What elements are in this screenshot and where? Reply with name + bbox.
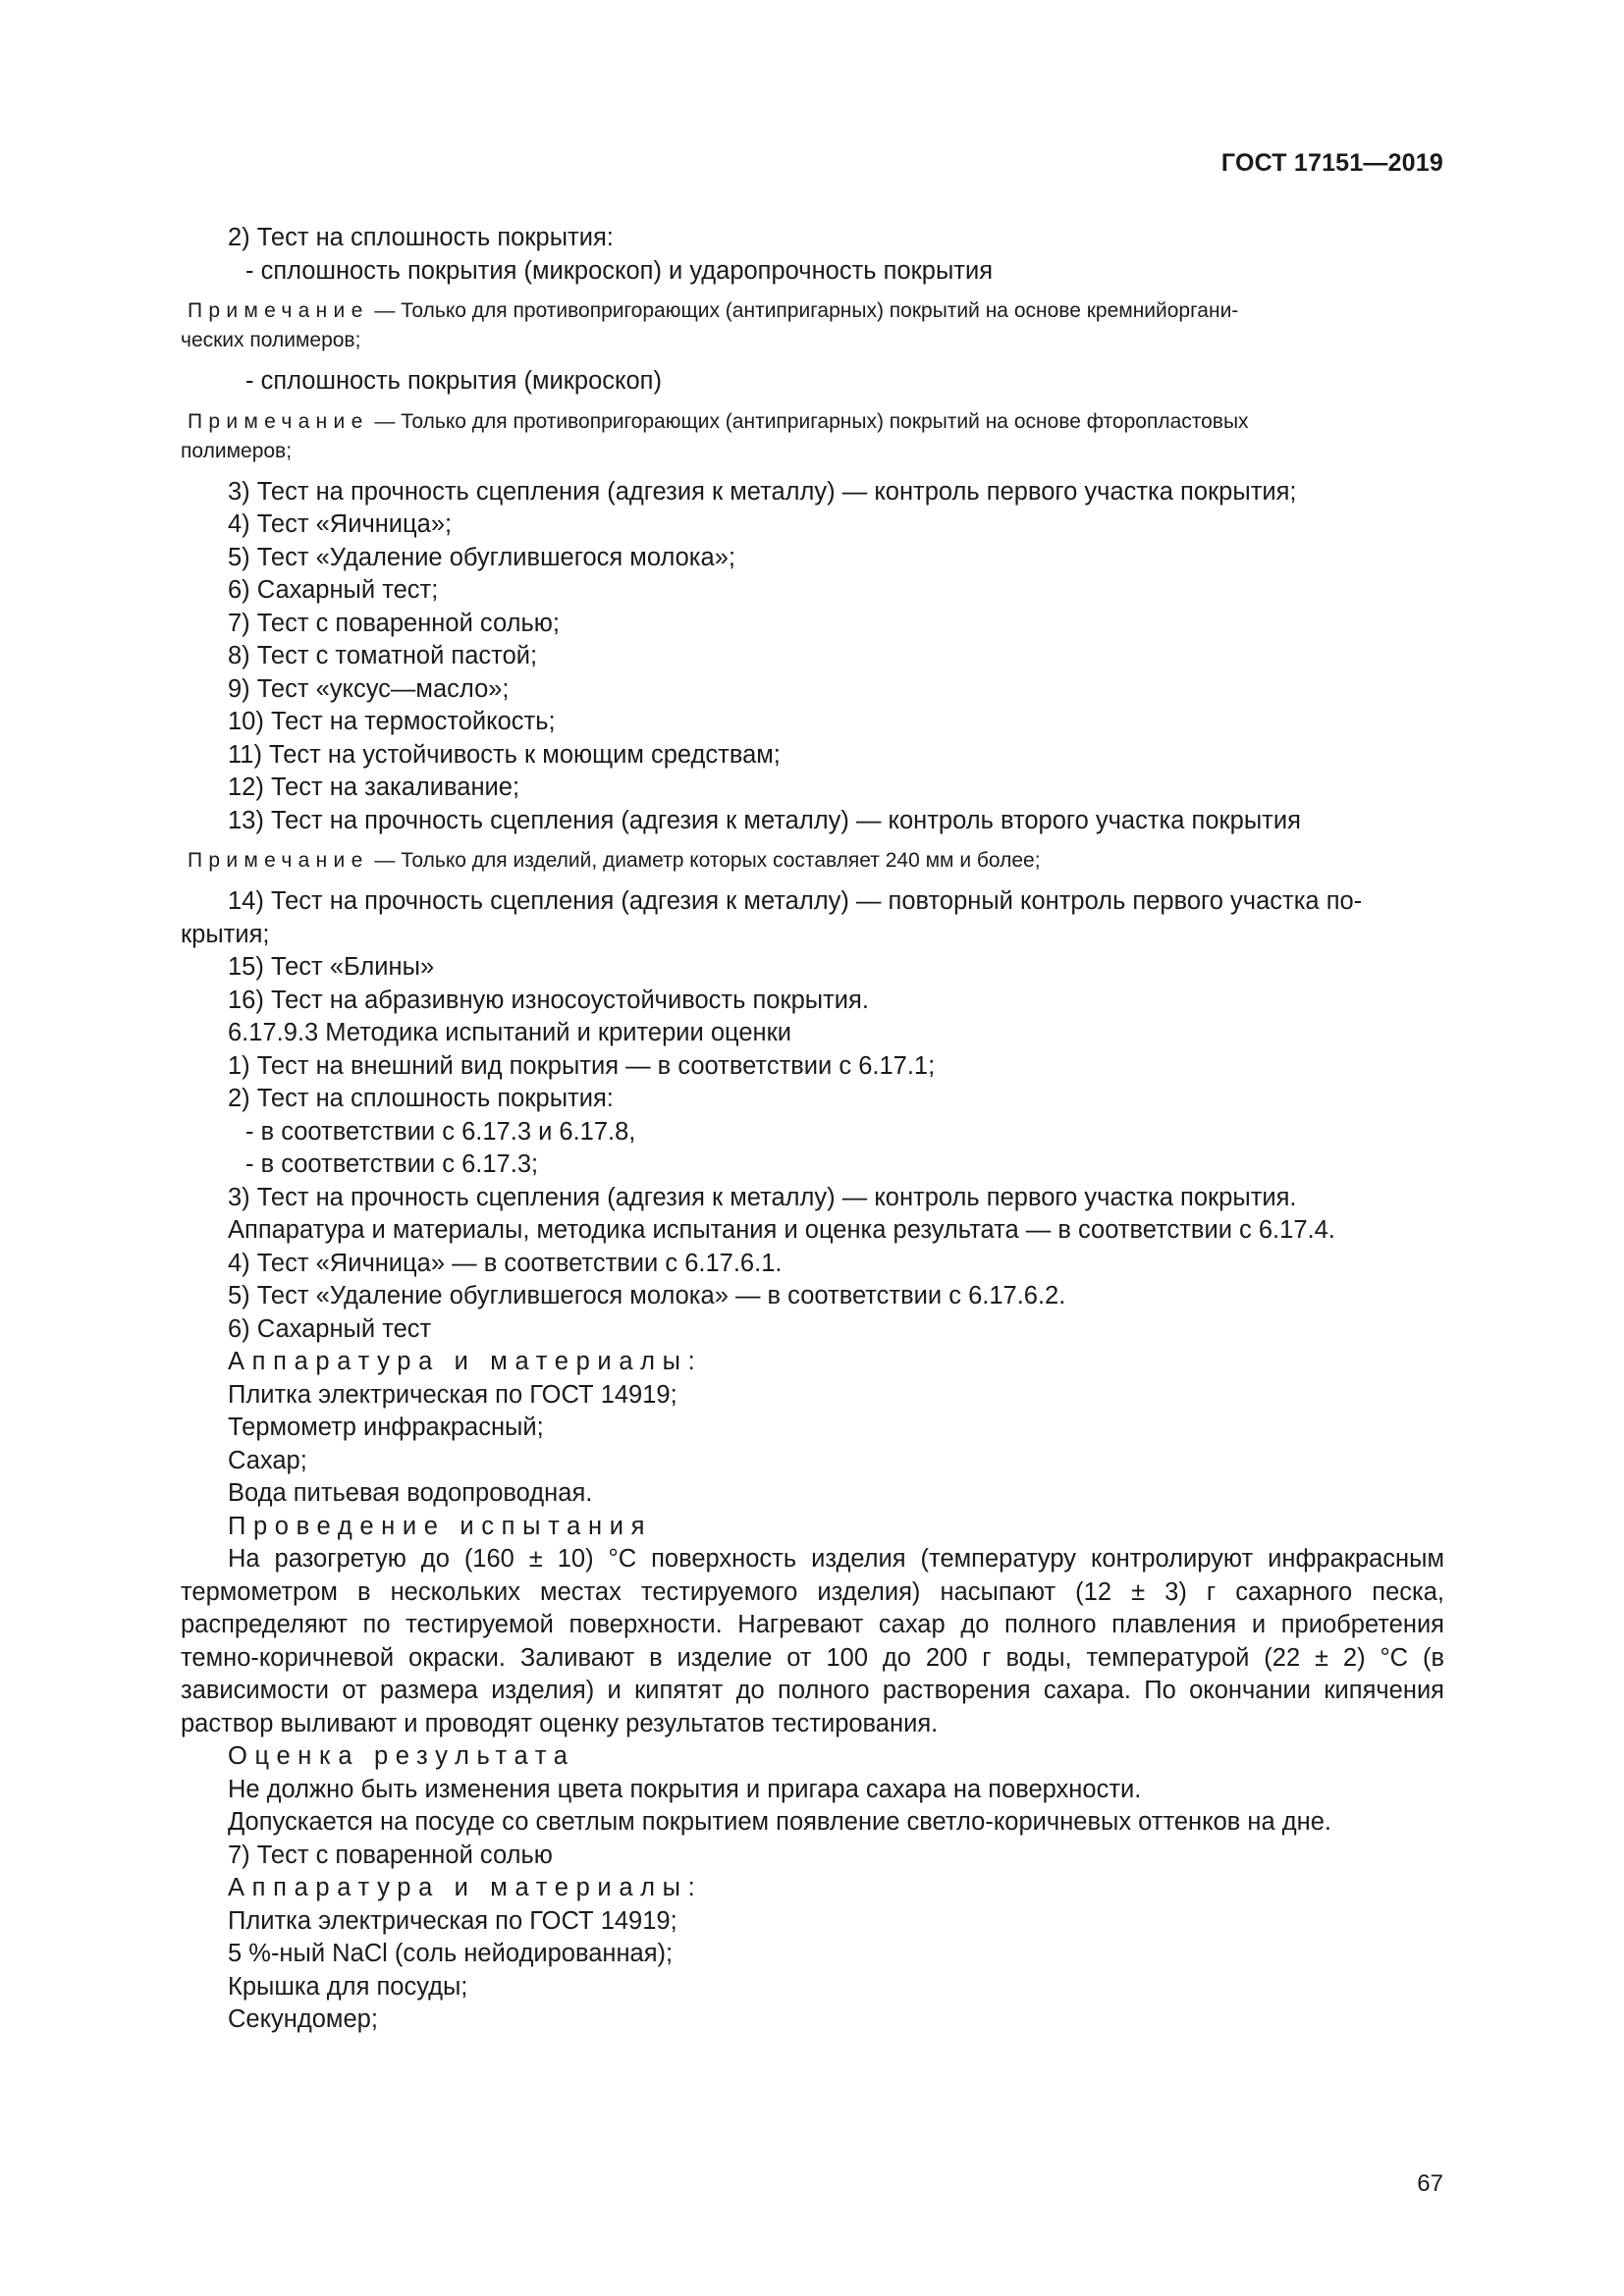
procedure-paragraph: На разогретую до (160 ± 10) °С поверхность изделия (температуру контролируют инфракрасным термометром в нескольких местах тестируемого изделия) насыпают (12 ± 3) г сахарного песка, распределяют по тестируемой поверхности. Нагревают сахар до полного плавления и приобретения темно-коричневой окраски. Заливают в изделие от 100 до 200 г воды, температурой (22 ± 2) °С (в зависимости от размера изделия) и кипятят до полного растворения сахара. По окончании кипячения раствор выливают и проводят оценку результатов тестирования. xyxy=(181,1545,1444,1737)
equipment-item: 5 %-ный NaCl (соль нейодированная); xyxy=(228,1940,674,1967)
note xyxy=(181,296,1444,355)
list-item: 5) Тест «Удаление обуглившегося молока»; xyxy=(228,543,735,571)
subsection-heading: Аппаратура и материалы: xyxy=(228,1874,703,1901)
note-label: Примечание xyxy=(188,409,369,433)
list-item: 5) Тест «Удаление обуглившегося молока» — в соответствии с 6.17.6.2. xyxy=(228,1282,1066,1309)
list-item: 10) Тест на термостойкость; xyxy=(228,708,556,735)
list-item: 11) Тест на устойчивость к моющим средствам; xyxy=(228,740,781,769)
list-item: 14) Тест на прочность сцепления (адгезия к металлу) — повторный контроль первого участка по- xyxy=(228,887,1363,915)
list-item: 15) Тест «Блины» xyxy=(228,953,435,981)
note-continuation: ческих полимеров; xyxy=(181,329,361,351)
list-item: 3) Тест на прочность сцепления (адгезия к металлу) — контроль первого участка покрытия. xyxy=(228,1183,1297,1211)
page-number: 67 xyxy=(1417,2170,1443,2197)
list-item: 4) Тест «Яичница»; xyxy=(228,510,453,538)
list-item: 6) Сахарный тест xyxy=(228,1314,432,1343)
sub-item: - сплошность покрытия (микроскоп) и ударопрочность покрытия xyxy=(245,256,994,285)
document-header: ГОСТ 17151—2019 xyxy=(1220,149,1443,177)
list-item: 6) Сахарный тест; xyxy=(228,576,439,604)
list-item: 9) Тест «уксус—масло»; xyxy=(228,674,510,703)
list-item: 7) Тест с поваренной солью; xyxy=(228,609,560,637)
note-text: — Только для изделий, диаметр которых составляет 240 мм и более; xyxy=(368,849,1041,872)
sub-item: - сплошность покрытия (микроскоп) xyxy=(245,367,662,395)
note-text: — Только для противопригорающих (антипригарных) покрытий на основе фторопластовых xyxy=(368,409,1249,433)
list-item: 12) Тест на закаливание; xyxy=(228,774,520,801)
subsection-heading: Проведение испытания xyxy=(228,1512,653,1540)
paragraph: Аппаратура и материалы, методика испытания и оценка результата — в соответствии с 6.17.4. xyxy=(228,1216,1335,1244)
note-label: Примечание xyxy=(188,299,369,322)
list-item-continuation: крытия; xyxy=(181,920,270,948)
document-body xyxy=(181,222,1444,2037)
note-continuation: полимеров; xyxy=(181,439,293,462)
subsection-heading: Аппаратура и материалы: xyxy=(228,1348,703,1375)
list-item: 4) Тест «Яичница» — в соответствии с 6.17.6.1. xyxy=(228,1249,783,1277)
list-item: 3) Тест на прочность сцепления (адгезия к металлу) — контроль первого участка покрытия; xyxy=(228,477,1297,506)
list-item: 2) Тест на сплошность покрытия: xyxy=(228,1085,614,1112)
section-heading: 6.17.9.3 Методика испытаний и критерии оценки xyxy=(228,1019,791,1046)
equipment-item: Термометр инфракрасный; xyxy=(228,1414,544,1441)
sub-item: - в соответствии с 6.17.3; xyxy=(245,1150,539,1178)
subsection-heading: Оценка результата xyxy=(228,1742,575,1770)
paragraph: Не должно быть изменения цвета покрытия и пригара сахара на поверхности. xyxy=(228,1775,1142,1803)
list-item: 2) Тест на сплошность покрытия: xyxy=(228,224,614,251)
note xyxy=(181,846,1444,876)
equipment-item: Вода питьевая водопроводная. xyxy=(228,1479,593,1507)
equipment-item: Сахар; xyxy=(228,1446,307,1474)
list-item: 1) Тест на внешний вид покрытия — в соответствии с 6.17.1; xyxy=(228,1051,936,1080)
list-item: 13) Тест на прочность сцепления (адгезия к металлу) — контроль второго участка покрытия xyxy=(228,806,1301,834)
equipment-item: Плитка электрическая по ГОСТ 14919; xyxy=(228,1906,677,1935)
equipment-item: Секундомер; xyxy=(228,2005,378,2033)
paragraph: Допускается на посуде со светлым покрытием появление светло-коричневых оттенков на дне. xyxy=(228,1808,1331,1836)
list-item: 16) Тест на абразивную износоустойчивость покрытия. xyxy=(228,986,869,1014)
sub-item: - в соответствии с 6.17.3 и 6.17.8, xyxy=(245,1117,636,1146)
list-item: 7) Тест с поваренной солью xyxy=(228,1841,553,1869)
note-text: — Только для противопригорающих (антипригарных) покрытий на основе кремнийоргани- xyxy=(368,299,1239,322)
equipment-item: Крышка для посуды; xyxy=(228,1972,468,2001)
equipment-item: Плитка электрическая по ГОСТ 14919; xyxy=(228,1380,677,1409)
list-item: 8) Тест с томатной пастой; xyxy=(228,642,538,669)
note xyxy=(181,407,1444,466)
note-label: Примечание xyxy=(188,849,369,872)
